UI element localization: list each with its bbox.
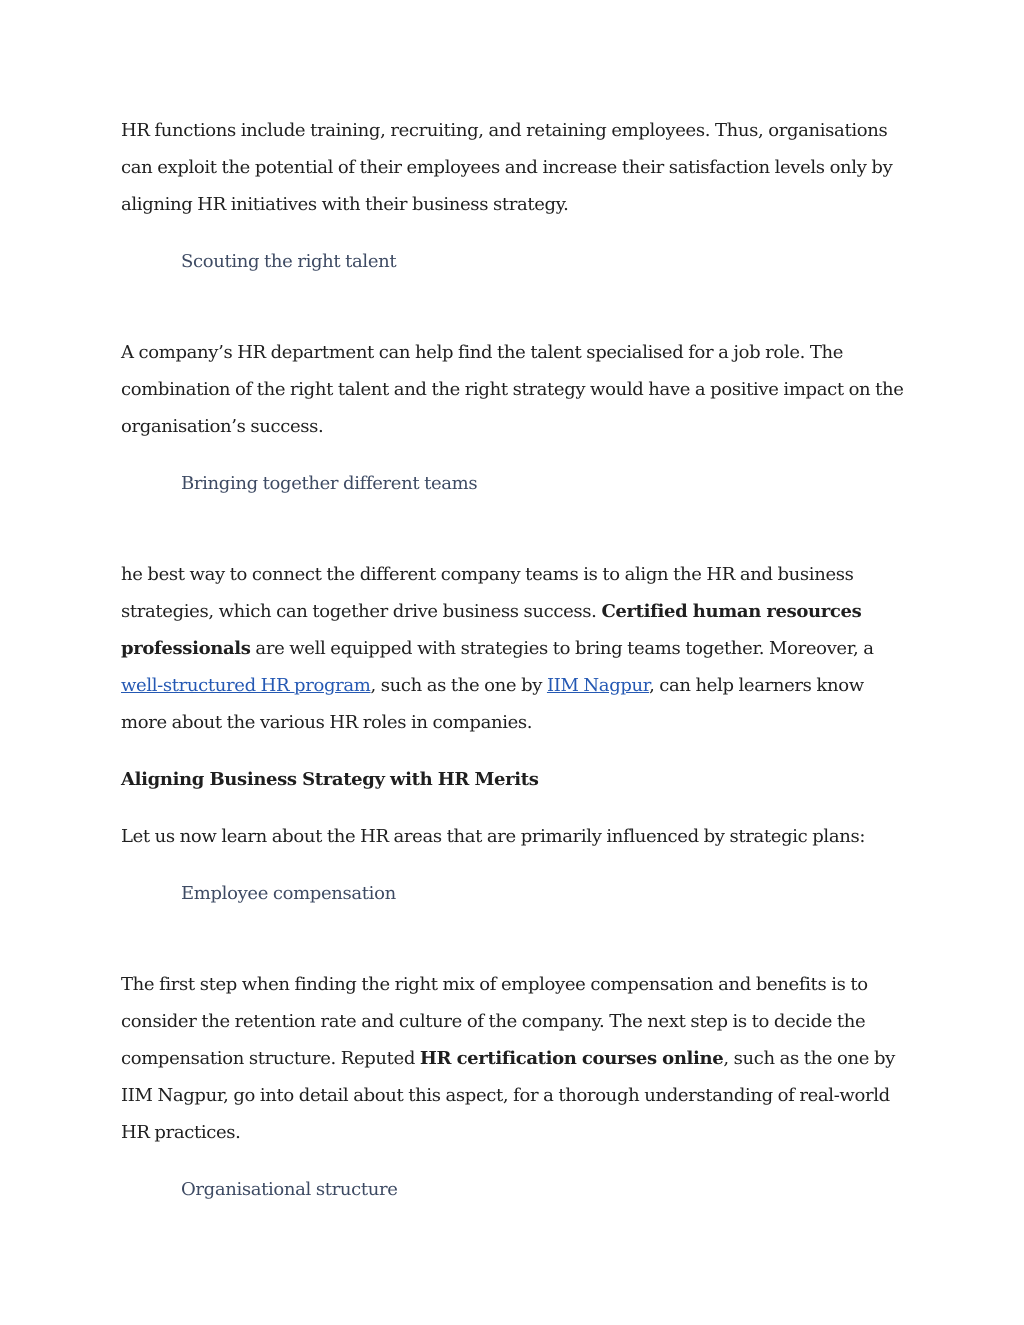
- text-run: he best way to connect the different company teams is to align the HR and business strategies, which can together drive business success.: [121, 564, 854, 622]
- heading-aligning-strategy: Aligning Business Strategy with HR Merits: [121, 769, 539, 790]
- subheading-scouting-talent: Scouting the right talent: [181, 251, 397, 272]
- text-run: , can help learners know more about the various HR roles in companies.: [121, 675, 864, 733]
- paragraph-hr-department: A company’s HR department can help find the talent specialised for a job role. The combination of the right talent and the right strategy would have a positive impact on the organisation’s success.: [121, 342, 904, 437]
- bold-certified-hr: Certified human resources professionals: [121, 601, 862, 659]
- text-run: , such as the one by IIM Nagpur, go into detail about this aspect, for a thorough understanding of real-world HR practices.: [121, 1048, 895, 1143]
- paragraph-hr-functions: HR functions include training, recruiting, and retaining employees. Thus, organisations can exploit the potential of their employees and increase their satisfaction levels only by aligning HR initiatives with their business strategy.: [121, 120, 893, 215]
- paragraph-compensation: [121, 966, 905, 1151]
- subheading-organisational-structure: Organisational structure: [181, 1179, 398, 1200]
- link-well-structured-hr-program[interactable]: well-structured HR program: [121, 675, 371, 696]
- paragraph-connect-teams: [121, 556, 905, 741]
- document-page: [121, 112, 905, 1208]
- text-run: The first step when finding the right mix of employee compensation and benefits is to consider the retention rate and culture of the company. The next step is to decide the compensation structure. Reputed: [121, 974, 868, 1069]
- bold-hr-certification: HR certification courses online: [419, 1048, 724, 1069]
- subheading-employee-compensation: Employee compensation: [181, 883, 396, 904]
- subheading-bringing-teams: Bringing together different teams: [181, 473, 478, 494]
- paragraph-hr-areas: Let us now learn about the HR areas that are primarily influenced by strategic plans:: [121, 826, 866, 847]
- text-run: , such as the one by: [370, 675, 547, 696]
- link-iim-nagpur[interactable]: IIM Nagpur: [546, 675, 650, 696]
- text-run: are well equipped with strategies to bring teams together. Moreover, a: [250, 638, 874, 659]
